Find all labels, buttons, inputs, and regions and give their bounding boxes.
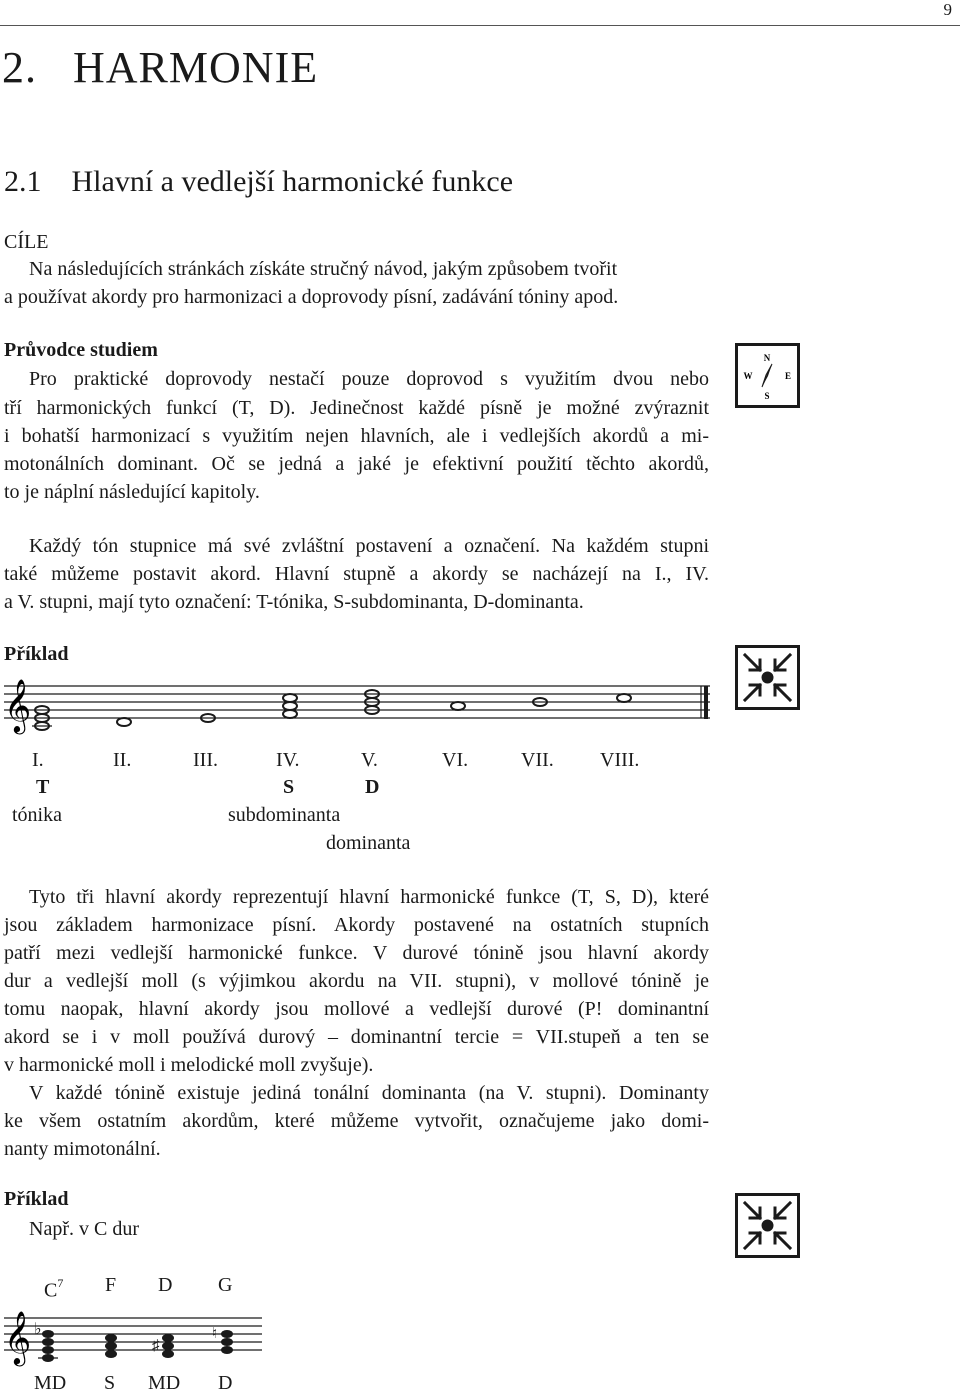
example-arrows-icon [735,1193,800,1258]
degree-5: V. [361,749,378,771]
degree-7: VII. [521,749,554,771]
page-number: 9 [943,0,952,19]
para3-line-1: V každé tónině existuje jediná tonální dominanta (na V. stupni). Dominanty [29,1082,709,1104]
para2-line-1: Tyto tři hlavní akordy reprezentují hlavní harmonické funkce (T, S, D), které [29,886,709,908]
function-s: S [283,776,295,798]
chord-function-3: MD [148,1372,181,1394]
degree-3: III. [193,749,218,771]
para2-line-4: dur a vedlejší moll (s výjimkou akordu na VII. stupni), v mollové tónině je [4,970,709,992]
cile-line-2: a používat akordy pro harmonizaci a doprovody písní, zadávání tóniny apod. [4,286,619,308]
pruvodce-line-1: Pro praktické doprovody nestačí pouze doprovod s využitím dvou nebo [29,368,709,390]
para2-line-7: v harmonické moll i melodické moll zvyšuje). [4,1054,374,1076]
compass-s: S [764,391,770,401]
name-dominanta: dominanta [326,832,411,854]
natural-sign: ♮ [212,1326,218,1342]
compass-w: W [743,371,753,381]
para3-line-2: ke všem ostatním akordům, které můžeme vytvořit, označujeme jako domi- [4,1110,709,1132]
pruvodce-label: Průvodce studiem [4,339,158,361]
cile-label: CÍLE [4,231,49,253]
pruvodce-line-2: tří harmonických funkcí (T, D). Jedinečnost každé písně je možné zvýraznit [4,397,709,419]
example2-label: Příklad [4,1188,69,1210]
header-rule [0,25,960,26]
pruvodce-line-5: to je náplní následující kapitoly. [4,481,260,503]
chord-function-4: D [218,1372,233,1394]
pruvodce-line-4: motonálních dominant. Oč se jedná a jaké je efektivní použití těchto akordů, [4,453,709,475]
compass-icon [735,343,800,408]
chord-f: F [105,1274,117,1296]
para3-line-3: nanty mimotonální. [4,1138,161,1160]
scale-staff [0,672,720,752]
name-subdominanta: subdominanta [228,804,341,826]
chord-g: G [218,1274,233,1296]
compass-e: E [784,371,792,381]
sharp-sign: ♯ [152,1338,160,1354]
chord-function-2: S [104,1372,116,1394]
para1-line-1: Každý tón stupnice má své zvláštní postavení a označení. Na každém stupni [29,535,709,557]
pruvodce-line-3: i bohatší harmonizací s využitím nejen hlavních, ale i vedlejších akordů a mi- [4,425,709,447]
treble-clef: 𝄞 [4,1312,32,1363]
para2-line-2: jsou základem harmonizace písní. Akordy postavené na ostatních stupních [4,914,709,936]
chord-d: D [158,1274,173,1296]
degree-1: I. [32,749,44,771]
chord-c7 [44,1272,63,1305]
para2-line-3: patří mezi vedlejší harmonické funkce. V durové tónině jsou hlavní akordy [4,942,709,964]
degree-2: II. [113,749,132,771]
para2-line-6: akord se i v moll používá durový – dominantní tercie = VII.stupeň a ten se [4,1026,709,1048]
example-arrows-icon [735,645,800,710]
degree-4: IV. [276,749,300,771]
name-tonika: tónika [12,804,62,826]
compass-n: N [763,353,771,363]
chord-c: C [44,1279,58,1302]
degree-8: VIII. [600,749,640,771]
degree-6: VI. [442,749,469,771]
para1-line-3: a V. stupni, mají tyto označení: T-tónika, S-subdominanta, D-dominanta. [4,591,584,613]
example1-label: Příklad [4,643,69,665]
cile-line-1: Na následujících stránkách získáte stručný návod, jakým způsobem tvořit [29,258,618,280]
chapter-title: 2. HARMONIE [2,43,319,92]
para2-line-5: tomu naopak, hlavní akordy jsou mollové a vedlejší durové (P! dominantní [4,998,709,1020]
function-d: D [365,776,380,798]
chord-c-superscript: 7 [57,1276,64,1290]
treble-clef: 𝄞 [4,680,32,731]
para1-line-2: také můžeme postavit akord. Hlavní stupně a akordy se nacházejí na I., IV. [4,563,709,585]
chord-function-1: MD [34,1372,67,1394]
section-title: 2.1 Hlavní a vedlejší harmonické funkce [4,165,514,198]
flat-sign: ♭ [34,1321,42,1338]
example2-subtitle: Např. v C dur [29,1218,139,1240]
function-t: T [36,776,50,798]
